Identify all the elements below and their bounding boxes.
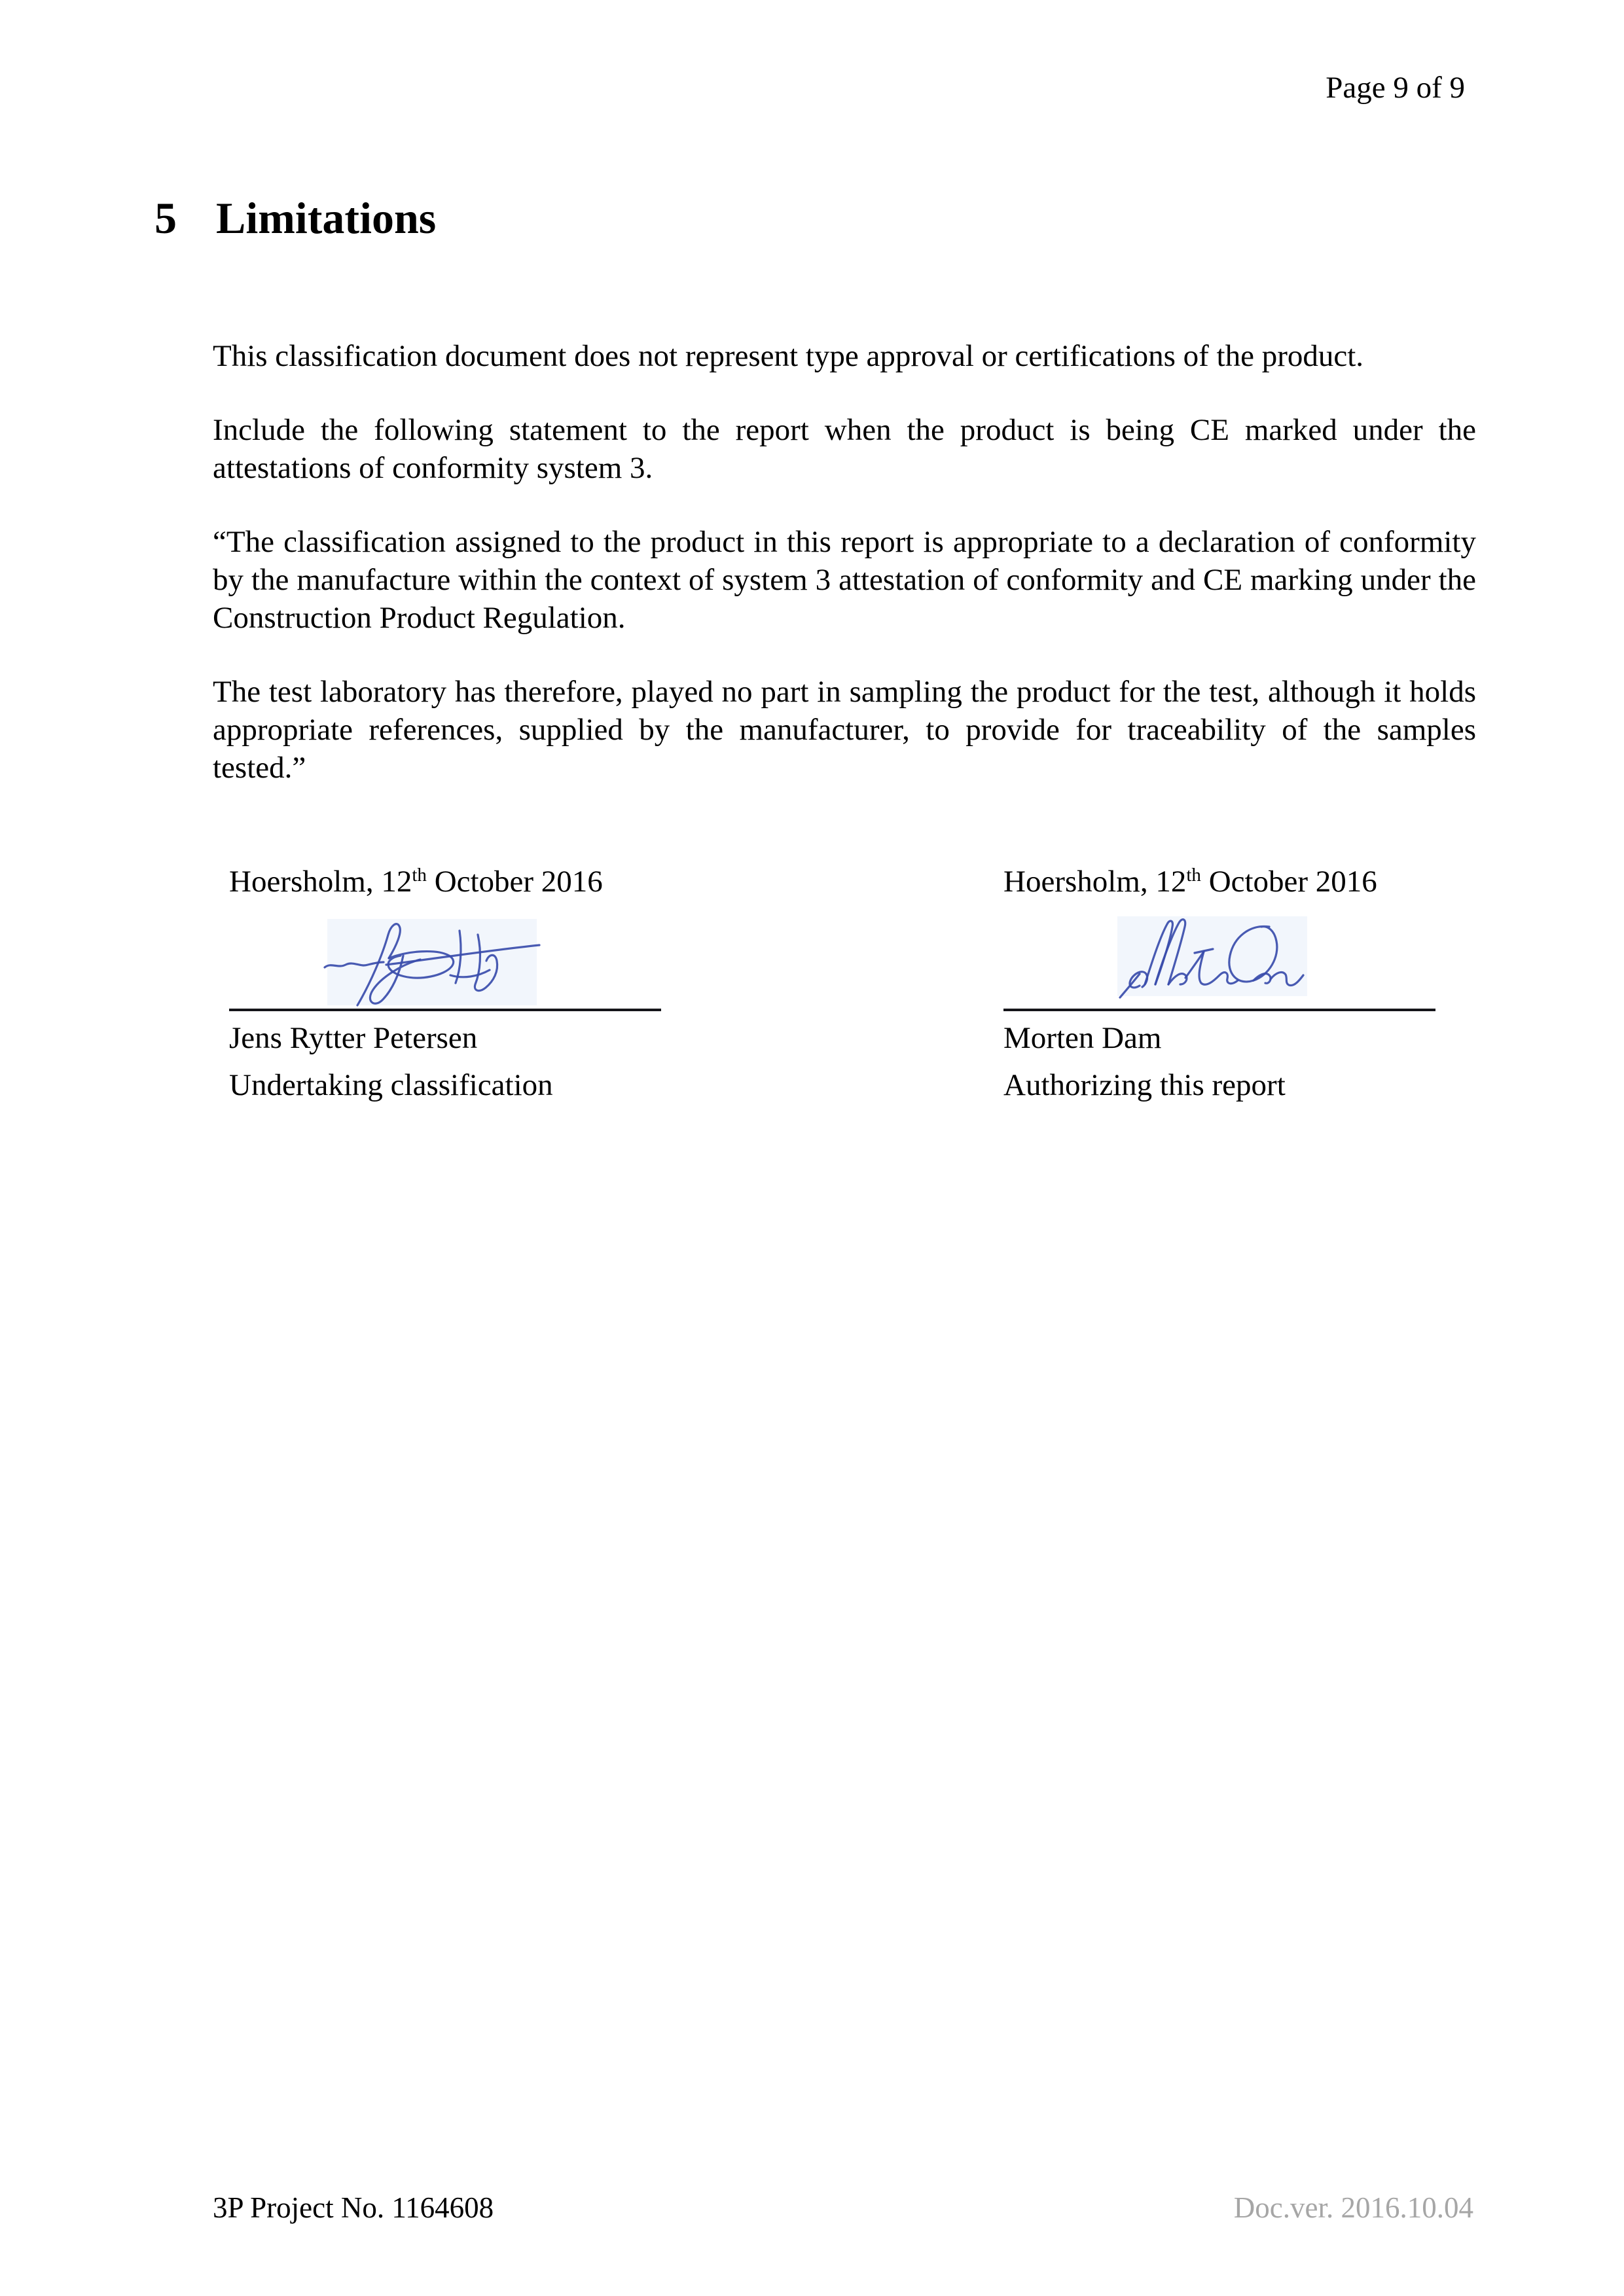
paragraph-4: The test laboratory has therefore, played no part in sampling the product for the test, although it holds appropriate references, supplied by the manufacturer, to provide for traceability of the samples tested.” [213, 675, 1476, 785]
place-date-right [1003, 863, 1435, 905]
signature-ink-icon [1115, 914, 1311, 1002]
doc-version: Doc.ver. 2016.10.04 [1233, 2191, 1473, 2224]
signature-section [229, 863, 1435, 1104]
paragraph-3: “The classification assigned to the product in this report is appropriate to a declaration of conformity by the manufacture within the context of system 3 attestation of conformity and CE marking under the Construction Product Regulation. [213, 525, 1476, 635]
section-title: Limitations [216, 193, 437, 243]
place-date-left-text: Hoersholm, 12 [229, 865, 412, 899]
signer-role-left: Undertaking classification [229, 1068, 553, 1102]
ordinal-superscript: th [412, 865, 427, 886]
signer-name-left: Jens Rytter Petersen [229, 1021, 478, 1055]
place-date-left-rest: October 2016 [426, 865, 603, 899]
handwritten-signature-left [229, 905, 661, 1009]
place-date-right-text: Hoersholm, 12 [1003, 865, 1187, 899]
page-number-indicator: Page 9 of 9 [1326, 71, 1465, 105]
body-text [213, 337, 1476, 823]
place-date-right-rest: October 2016 [1200, 865, 1377, 899]
scan-tint [327, 919, 537, 1005]
signature-block-right [1003, 863, 1435, 1104]
section-number: 5 [154, 193, 177, 243]
signer-role-right: Authorizing this report [1003, 1068, 1286, 1102]
paragraph-1: This classification document does not represent type approval or certifications of the product. [213, 339, 1364, 373]
paragraph-2: Include the following statement to the report when the product is being CE marked under the attestations of conformity system 3. [213, 413, 1476, 485]
signer-name-right: Morten Dam [1003, 1021, 1162, 1055]
signature-line-right [1003, 1009, 1435, 1011]
ordinal-superscript: th [1186, 865, 1201, 886]
project-number: 3P Project No. 1164608 [213, 2191, 494, 2224]
place-date-left [229, 863, 661, 905]
signature-ink-icon [321, 918, 543, 1009]
signature-block-left [229, 863, 661, 1104]
page-footer [213, 2189, 1473, 2226]
section-heading [154, 194, 436, 243]
handwritten-signature-right [1003, 905, 1435, 1009]
